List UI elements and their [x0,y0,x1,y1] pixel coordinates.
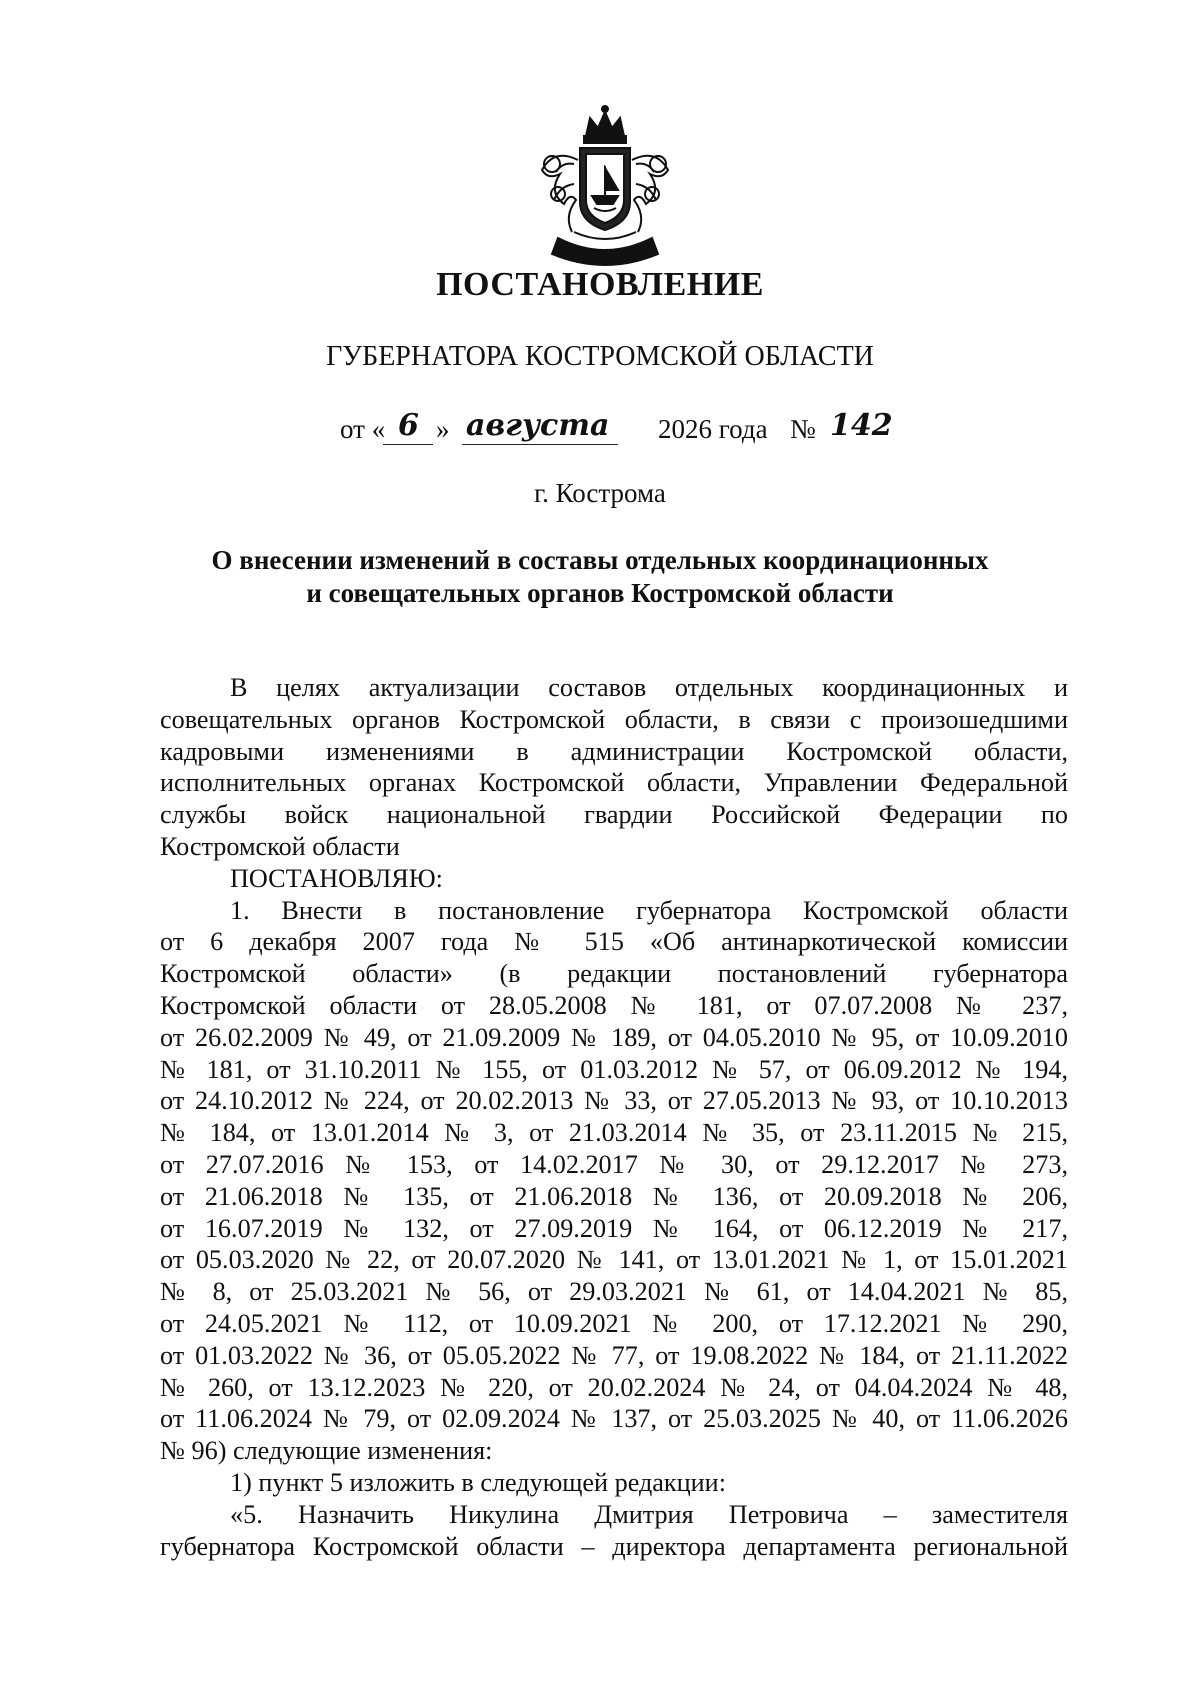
day-underline [383,444,433,445]
text-line: № 8, от 25.03.2021 № 56, от 29.03.2021 № 61, от 14.04.2021 № 85, [160,1277,1068,1307]
quote-paragraph [160,1499,1068,1563]
text-line: 1. Внести в постановление губернатора Костромской области [230,895,1068,925]
document-heading [150,544,1050,610]
city-line: г. Кострома [534,478,666,508]
text-line: исполнительных органах Костромской области, Управлении Федеральной [160,768,1068,798]
text-line: от 26.02.2009 № 49, от 21.09.2009 № 189, от 04.05.2010 № 95, от 10.09.2010 [160,1022,1068,1052]
text-line: № 184, от 13.01.2014 № 3, от 21.03.2014 № 35, от 23.11.2015 № 215, [160,1118,1068,1148]
date-day-handwritten: 6 [398,408,419,443]
text-line: от 24.10.2012 № 224, от 20.02.2013 № 33, от 27.05.2013 № 93, от 10.10.2013 [160,1086,1068,1116]
text-line: от 11.06.2024 № 79, от 02.09.2024 № 137, от 25.03.2025 № 40, от 11.06.2026 [160,1404,1068,1434]
issuer-subtitle: ГУБЕРНАТОРА КОСТРОМСКОЙ ОБЛАСТИ [326,341,874,372]
text-line: от 01.03.2022 № 36, от 05.05.2022 № 77, от 19.08.2022 № 184, от 21.11.2022 [160,1340,1068,1370]
subitem-1: 1) пункт 5 изложить в следующей редакции: [230,1467,726,1497]
number-sign: № [790,414,816,444]
text-line: № 96) следующие изменения: [160,1436,493,1466]
coat-of-arms-icon [534,104,676,274]
text-line: от 21.06.2018 № 135, от 21.06.2018 № 136, от 20.09.2018 № 206, [160,1181,1068,1211]
date-month-handwritten: августа [466,408,610,443]
item-1-paragraph [160,895,1068,1467]
heading-line: О внесении изменений в составы отдельных координационных [211,545,989,575]
document-body [160,672,1068,1562]
text-line: Костромской области» (в редакции постановлений губернатора [160,959,1068,989]
text-line: от 16.07.2019 № 132, от 27.09.2019 № 164, от 06.12.2019 № 217, [160,1213,1068,1243]
text-line: № 260, от 13.12.2023 № 220, от 20.02.2024 № 24, от 04.04.2024 № 48, [160,1372,1068,1402]
text-line: губернатора Костромской области – директора департамента региональной [160,1531,1068,1561]
date-mid: » [436,414,450,444]
date-year: 2026 года [658,414,768,444]
text-line: от 6 декабря 2007 года № 515 «Об антинаркотической комиссии [160,927,1068,957]
text-line: от 24.05.2021 № 112, от 10.09.2021 № 200, от 17.12.2021 № 290, [160,1308,1068,1338]
text-line: В целях актуализации составов отдельных координационных и [230,673,1068,702]
text-line: Костромской области от 28.05.2008 № 181, от 07.07.2008 № 237, [160,990,1068,1020]
heading-line: и совещательных органов Костромской области [306,578,894,608]
text-line: от 27.07.2016 № 153, от 14.02.2017 № 30, от 29.12.2017 № 273, [160,1149,1068,1179]
date-number-line [340,408,1040,452]
document-number-handwritten: 142 [830,408,893,443]
text-line: службы войск национальной гвардии Российской Федерации по [160,800,1068,830]
month-underline [462,444,618,445]
text-line: от 05.03.2020 № 22, от 20.07.2020 № 141, от 13.01.2021 № 1, от 15.01.2021 [160,1245,1068,1275]
preamble-paragraph [160,672,1068,863]
text-line: Костромской области [160,831,400,861]
text-line: № 181, от 31.10.2011 № 155, от 01.03.2012 № 57, от 06.09.2012 № 194, [160,1054,1068,1084]
date-prefix: от « [340,414,386,444]
decree-word: ПОСТАНОВЛЯЮ: [230,863,443,893]
text-line: кадровыми изменениями в администрации Костромской области, [160,736,1068,766]
text-line: совещательных органов Костромской области, в связи с произошедшими [160,704,1068,734]
text-line: «5. Назначить Никулина Дмитрия Петровича – заместителя [230,1499,1068,1529]
document-title: ПОСТАНОВЛЕНИЕ [436,266,764,303]
